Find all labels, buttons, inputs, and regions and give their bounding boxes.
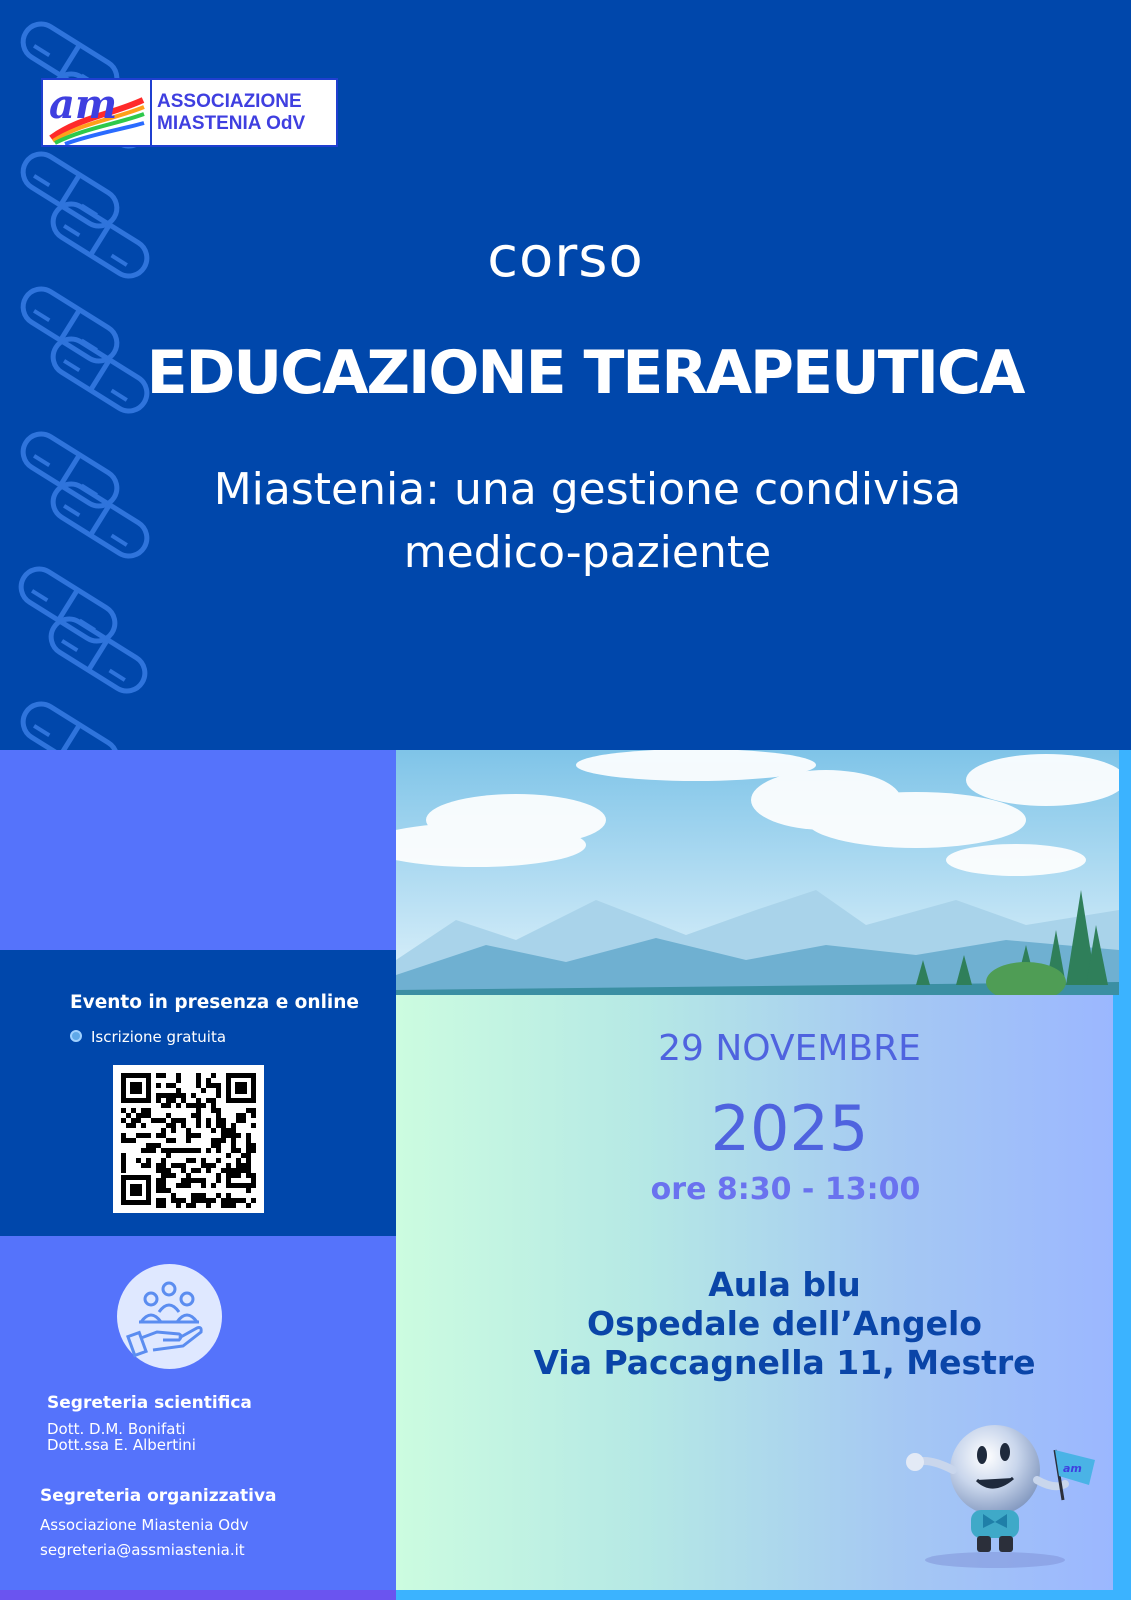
registration-label: Iscrizione gratuita (91, 1028, 227, 1046)
scientific-member: Dott. D.M. Bonifati (47, 1420, 186, 1438)
bullet-icon (70, 1030, 82, 1042)
qr-code[interactable] (113, 1065, 264, 1213)
subtitle-line2: medico-paziente (403, 527, 772, 578)
logo-name-line1: ASSOCIAZIONE (157, 90, 302, 112)
capsule-icon (16, 147, 123, 233)
left-top-panel (0, 750, 396, 950)
scientific-secretariat-title: Segreteria scientifica (47, 1393, 252, 1413)
logo-mark (43, 80, 152, 145)
flag-logo-text: am (1063, 1462, 1082, 1475)
capsule-icon (46, 477, 153, 563)
association-logo (41, 78, 338, 147)
mascot-illustration (895, 1410, 1110, 1570)
venue-room: Aula blu (708, 1265, 861, 1304)
capsule-icon (16, 427, 123, 513)
team-care-icon (117, 1264, 222, 1369)
landscape-illustration (396, 750, 1119, 995)
capsule-icon (44, 612, 151, 698)
logo-swoosh-icon (43, 80, 146, 145)
bottom-strip (0, 1590, 420, 1600)
venue-hospital: Ospedale dell’Angelo (587, 1304, 982, 1343)
subtitle (150, 458, 1025, 584)
course-label: corso (487, 225, 644, 290)
logo-mark-text: am (49, 81, 118, 128)
event-date: 29 NOVEMBRE (658, 1028, 921, 1069)
logo-name-line2: MIASTENIA OdV (157, 112, 306, 134)
subtitle-line1: Miastenia: una gestione condivisa (213, 464, 962, 515)
scientific-member: Dott.ssa E. Albertini (47, 1436, 196, 1454)
page-title: EDUCAZIONE TERAPEUTICA (146, 338, 1024, 408)
organization-name: Associazione Miastenia Odv (40, 1516, 249, 1534)
contact-email[interactable]: segreteria@assmiastenia.it (40, 1541, 245, 1559)
event-mode: Evento in presenza e online (70, 992, 359, 1013)
event-time: ore 8:30 - 13:00 (650, 1172, 921, 1207)
organizational-secretariat-title: Segreteria organizzativa (40, 1486, 277, 1506)
capsule-icon (14, 562, 121, 648)
venue-address: Via Paccagnella 11, Mestre (533, 1343, 1036, 1382)
event-year: 2025 (710, 1092, 869, 1165)
